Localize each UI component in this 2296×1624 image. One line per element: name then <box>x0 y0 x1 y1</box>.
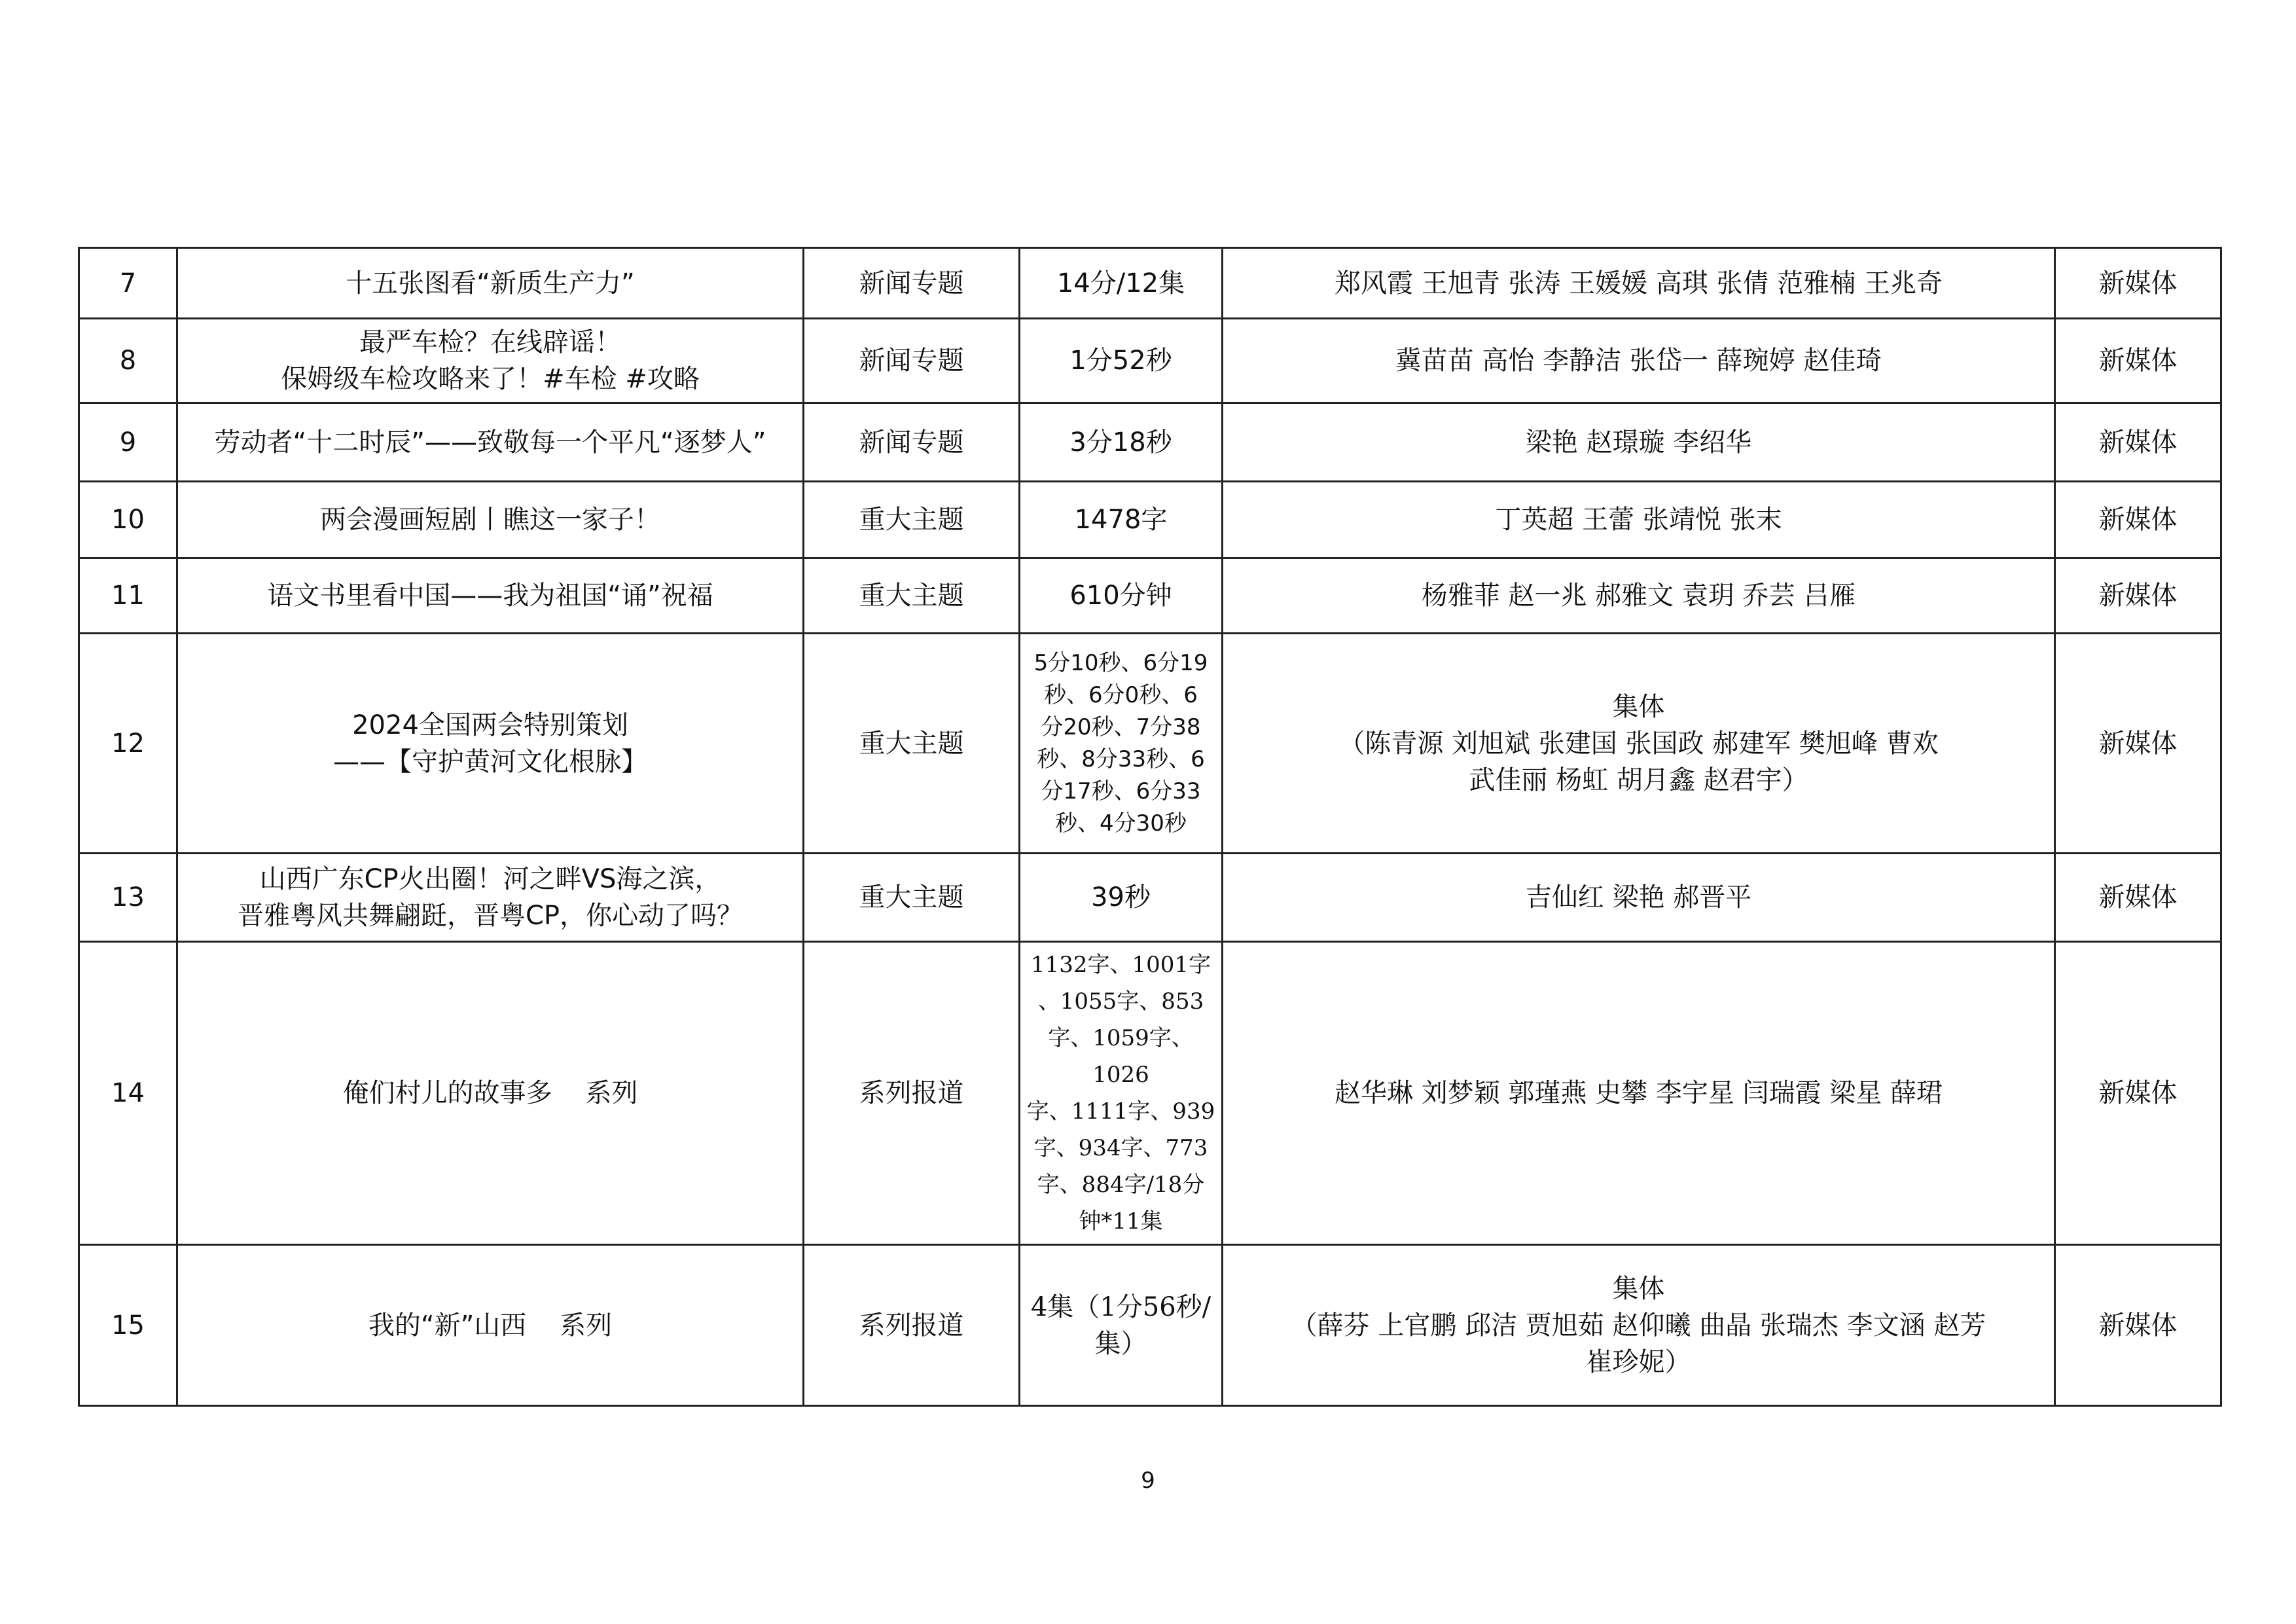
row-number-cell: 11 <box>79 558 177 634</box>
authors-line: 集体 <box>1612 1273 1665 1304</box>
authors-line: （薛芬 上官鹏 邱洁 贾旭茹 赵仰曦 曲晶 张瑞杰 李文涵 赵芳 <box>1291 1310 1986 1341</box>
duration-line: 4集（1分56秒/ <box>1030 1291 1211 1322</box>
row-number-cell: 12 <box>79 634 177 854</box>
title-cell <box>177 1245 804 1406</box>
authors-line: 吉仙红 梁艳 郝晋平 <box>1525 882 1752 912</box>
row-number-cell: 10 <box>79 482 177 558</box>
title-cell <box>177 854 804 942</box>
media-cell: 新媒体 <box>2055 403 2221 482</box>
duration-line: 秒、8分33秒、6 <box>1037 746 1205 772</box>
category-cell: 新闻专题 <box>804 403 1020 482</box>
authors-cell <box>1223 482 2055 558</box>
authors-line: 梁艳 赵璟璇 李绍华 <box>1525 427 1752 458</box>
media-cell: 新媒体 <box>2055 248 2221 319</box>
duration-line: 1132字、1001字 <box>1030 952 1211 978</box>
title-cell <box>177 558 804 634</box>
authors-cell <box>1223 634 2055 854</box>
duration-line: 秒、4分30秒 <box>1055 810 1187 837</box>
category-cell: 系列报道 <box>804 942 1020 1245</box>
table-row <box>79 1245 2221 1406</box>
table-row <box>79 854 2221 942</box>
title-line: 我的“新”山西 系列 <box>368 1310 613 1341</box>
authors-line: 丁英超 王蕾 张靖悦 张末 <box>1495 505 1782 535</box>
authors-line: 冀苗苗 高怡 李静洁 张岱一 薛琬婷 赵佳琦 <box>1395 346 1882 376</box>
media-cell: 新媒体 <box>2055 854 2221 942</box>
category-cell: 新闻专题 <box>804 248 1020 319</box>
media-cell: 新媒体 <box>2055 482 2221 558</box>
duration-cell <box>1020 1245 1223 1406</box>
row-number-cell: 9 <box>79 403 177 482</box>
authors-cell <box>1223 403 2055 482</box>
category-cell: 新闻专题 <box>804 319 1020 403</box>
title-line: 劳动者“十二时辰”——致敬每一个平凡“逐梦人” <box>214 427 766 458</box>
duration-cell <box>1020 854 1223 942</box>
duration-line: 字、1111字、939 <box>1026 1098 1215 1125</box>
table-row <box>79 482 2221 558</box>
duration-cell <box>1020 482 1223 558</box>
awards-table <box>78 247 2222 1407</box>
duration-line: 钟*11集 <box>1079 1208 1163 1235</box>
duration-cell <box>1020 942 1223 1245</box>
authors-cell <box>1223 248 2055 319</box>
duration-line: 字、1059字、1026 <box>1048 1025 1194 1088</box>
category-cell: 重大主题 <box>804 634 1020 854</box>
authors-cell <box>1223 942 2055 1245</box>
duration-cell <box>1020 248 1223 319</box>
media-cell: 新媒体 <box>2055 634 2221 854</box>
duration-line: 3分18秒 <box>1069 427 1172 458</box>
title-cell <box>177 634 804 854</box>
category-cell: 重大主题 <box>804 854 1020 942</box>
title-line: 语文书里看中国——我为祖国“诵”祝福 <box>267 581 713 611</box>
title-cell <box>177 942 804 1245</box>
title-cell <box>177 482 804 558</box>
media-cell: 新媒体 <box>2055 1245 2221 1406</box>
row-number-cell: 13 <box>79 854 177 942</box>
duration-cell <box>1020 403 1223 482</box>
duration-line: 、1055字、853 <box>1037 988 1204 1015</box>
duration-line: 1分52秒 <box>1069 346 1172 376</box>
row-number-cell: 14 <box>79 942 177 1245</box>
authors-line: （陈青源 刘旭斌 张建国 张国政 郝建军 樊旭峰 曹欢 <box>1338 728 1939 759</box>
authors-cell <box>1223 319 2055 403</box>
title-line: 两会漫画短剧丨瞧这一家子！ <box>320 505 660 535</box>
duration-line: 集） <box>1094 1328 1147 1359</box>
duration-line: 字、884字/18分 <box>1037 1172 1205 1198</box>
media-cell: 新媒体 <box>2055 319 2221 403</box>
duration-line: 5分10秒、6分19 <box>1033 649 1208 676</box>
duration-line: 610分钟 <box>1069 581 1172 611</box>
authors-line: 赵华琳 刘梦颖 郭瑾燕 史攀 李宇星 闫瑞霞 梁星 薛珺 <box>1334 1078 1943 1108</box>
row-number-cell: 7 <box>79 248 177 319</box>
authors-line: 郑风霞 王旭青 张涛 王媛媛 高琪 张倩 范雅楠 王兆奇 <box>1334 268 1943 298</box>
duration-line: 分17秒、6分33 <box>1041 778 1201 804</box>
authors-cell <box>1223 558 2055 634</box>
duration-line: 秒、6分0秒、6 <box>1044 681 1198 708</box>
duration-line: 字、934字、773 <box>1033 1135 1208 1161</box>
duration-line: 14分/12集 <box>1056 268 1185 298</box>
category-cell: 系列报道 <box>804 1245 1020 1406</box>
duration-cell <box>1020 558 1223 634</box>
row-number-cell: 15 <box>79 1245 177 1406</box>
title-line: 俺们村儿的故事多 系列 <box>342 1078 638 1108</box>
title-line: 2024全国两会特别策划 <box>352 710 628 740</box>
duration-cell <box>1020 319 1223 403</box>
table-row <box>79 634 2221 854</box>
category-cell: 重大主题 <box>804 558 1020 634</box>
title-line: ——【守护黄河文化根脉】 <box>333 746 647 777</box>
title-line: 晋雅粤风共舞翩跹，晋粤CP，你心动了吗？ <box>237 901 744 931</box>
category-cell: 重大主题 <box>804 482 1020 558</box>
title-line: 保姆级车检攻略来了！#车检 #攻略 <box>281 364 700 394</box>
authors-line: 集体 <box>1612 691 1665 722</box>
row-number-cell: 8 <box>79 319 177 403</box>
duration-cell <box>1020 634 1223 854</box>
title-cell <box>177 319 804 403</box>
table-row <box>79 403 2221 482</box>
authors-line: 武佳丽 杨虹 胡月鑫 赵君宇） <box>1469 765 1808 795</box>
title-cell <box>177 403 804 482</box>
authors-cell <box>1223 854 2055 942</box>
page-number: 9 <box>1141 1468 1155 1494</box>
authors-line: 崔珍妮） <box>1586 1346 1691 1377</box>
media-cell: 新媒体 <box>2055 558 2221 634</box>
table-row <box>79 248 2221 319</box>
authors-line: 杨雅菲 赵一兆 郝雅文 袁玥 乔芸 吕雁 <box>1421 581 1856 611</box>
duration-line: 39秒 <box>1091 882 1151 912</box>
media-cell: 新媒体 <box>2055 942 2221 1245</box>
duration-line: 1478字 <box>1074 505 1168 535</box>
duration-line: 分20秒、7分38 <box>1041 713 1201 740</box>
table-row <box>79 558 2221 634</box>
title-line: 山西广东CP火出圈！河之畔VS海之滨， <box>259 864 721 894</box>
authors-cell <box>1223 1245 2055 1406</box>
table-row <box>79 319 2221 403</box>
title-cell <box>177 248 804 319</box>
title-line: 十五张图看“新质生产力” <box>346 268 635 298</box>
table-row <box>79 942 2221 1245</box>
title-line: 最严车检？在线辟谣！ <box>359 327 621 357</box>
